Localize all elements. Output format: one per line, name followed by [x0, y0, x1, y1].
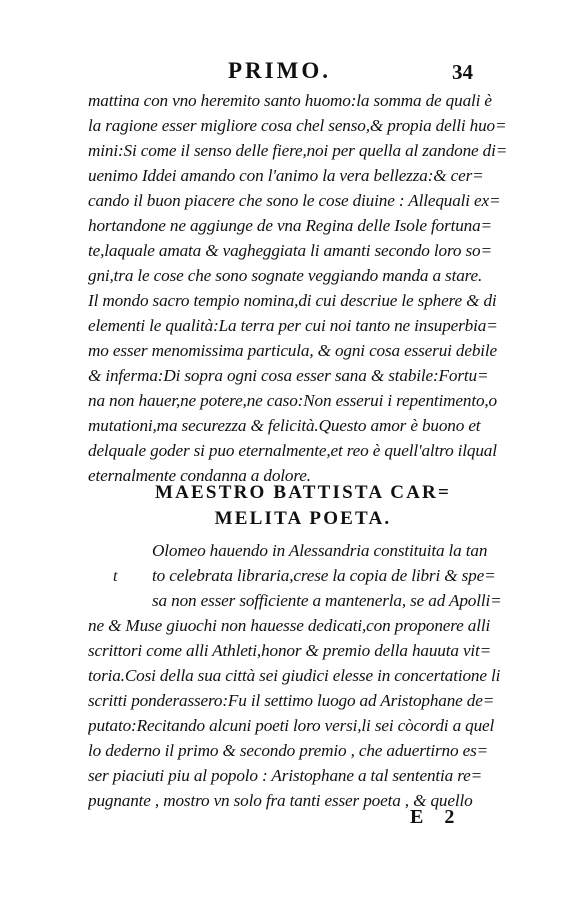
signature-mark: E 2 [410, 806, 463, 828]
text-line: ser piaciuti piu al popolo : Aristophane a tal sententia re= [88, 766, 483, 785]
text-line: eternalmente condanna a dolore. [88, 466, 311, 485]
running-head: PRIMO. [228, 58, 331, 83]
text-line: cando il buon piacere che sono le cose diuine : Allequali ex= [88, 191, 501, 210]
text-line: putato:Recitando alcuni poeti loro versi,li sei còcordi a quel [88, 716, 495, 735]
text-line: Il mondo sacro tempio nomina,di cui descriue le sphere & di [88, 291, 497, 310]
text-line: elementi le qualità:La terra per cui noi tanto ne insuperbia= [88, 316, 498, 335]
section-heading-line: MAESTRO BATTISTA CAR= [155, 482, 451, 503]
text-line: mutationi,ma securezza & felicità.Questo amor è buono et [88, 416, 481, 435]
page-number: 34 [452, 60, 473, 84]
text-line: sa non esser sofficiente a mantenerla, se ad Apolli= [152, 591, 502, 610]
text-line: na non hauer,ne potere,ne caso:Non esserui i repentimento,o [88, 391, 497, 410]
text-line: mini:Si come il senso delle fiere,noi per quella al zandone di= [88, 141, 508, 160]
text-line: scritti ponderassero:Fu il settimo luogo ad Aristophane de= [88, 691, 495, 710]
text-line: scrittori come alli Athleti,honor & premio della hauuta vit= [88, 641, 492, 660]
drop-letter: t [113, 568, 118, 585]
page-header [0, 58, 581, 88]
text-line: uenimo Iddei amando con l'animo la vera bellezza:& cer= [88, 166, 484, 185]
section-heading-line: MELITA POETA. [214, 508, 392, 529]
text-line: lo dederno il primo & secondo premio , che aduertirno es= [88, 741, 489, 760]
text-line: Olomeo hauendo in Alessandria constituita la tan [152, 541, 488, 560]
text-line: mo esser menomissima particula, & ogni cosa esserui debile [88, 341, 498, 360]
text-line: toria.Cosi della sua città sei giudici elesse in concertatione li [88, 666, 501, 685]
text-line: to celebrata libraria,crese la copia de libri & spe= [152, 566, 496, 585]
text-line: hortandone ne aggiunge de vna Regina delle Isole fortuna= [88, 216, 493, 235]
text-line: la ragione esser migliore cosa chel senso,& propia delli huo= [88, 116, 507, 135]
text-line: pugnante , mostro vn solo fra tanti esser poeta , & quello [88, 791, 473, 810]
text-line: gni,tra le cose che sono sognate veggiando manda a stare. [88, 266, 483, 285]
text-line: mattina con vno heremito santo huomo:la somma de quali è [88, 91, 492, 110]
text-line: te,laquale amata & vagheggiata li amanti secondo loro so= [88, 241, 492, 260]
text-line: ne & Muse giuochi non hauesse dedicati,con proponere alli [88, 616, 491, 635]
text-line: & inferma:Di sopra ogni cosa esser sana & stabile:Fortu= [88, 366, 489, 385]
text-line: delquale goder si puo eternalmente,et reo è quell'altro ilqual [88, 441, 497, 460]
